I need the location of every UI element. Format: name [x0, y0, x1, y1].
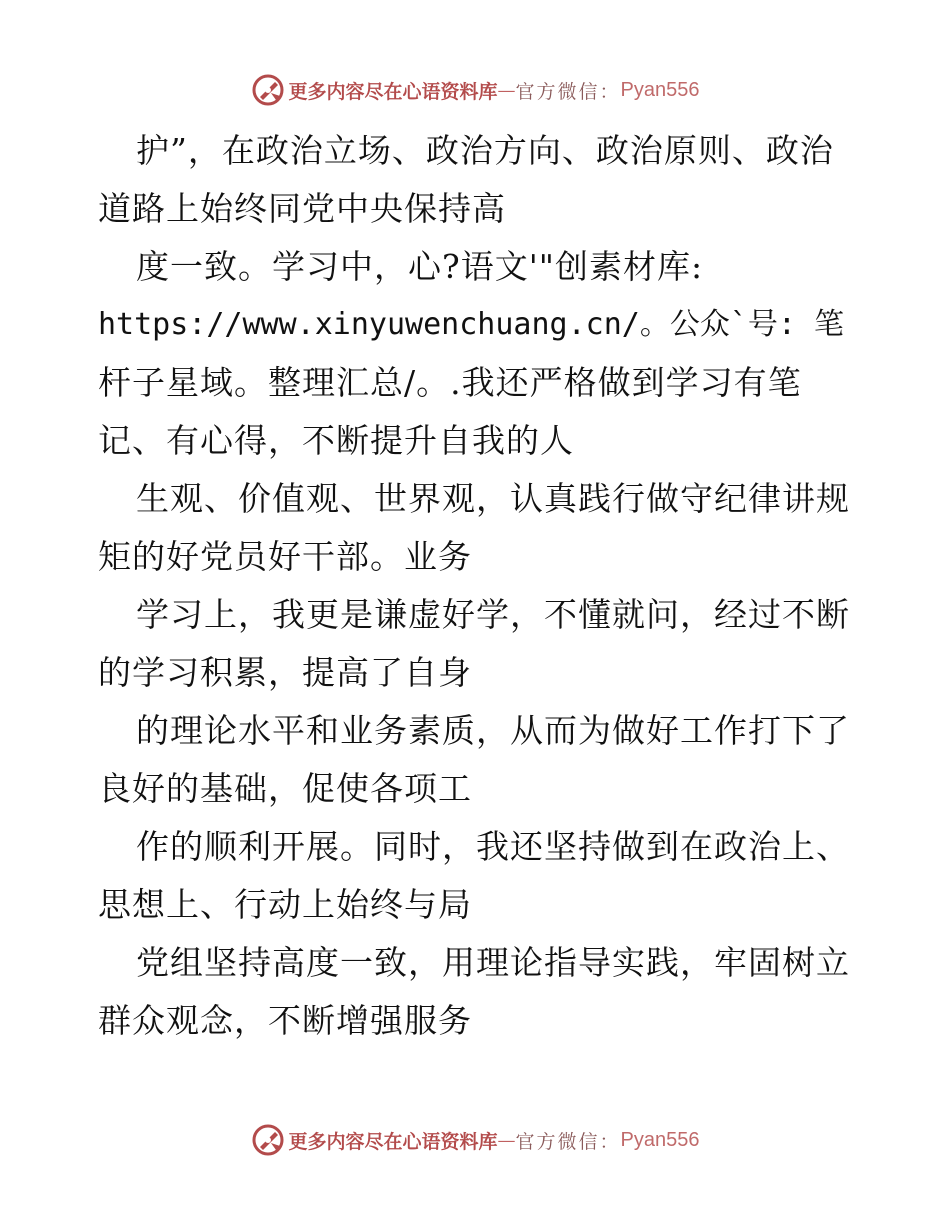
text-line: 的理论水平和业务素质，从而为做好工作打下了	[136, 711, 850, 750]
quill-logo-icon	[251, 73, 285, 107]
banner-site-name: 更多内容尽在心语资料库	[288, 80, 498, 103]
text-line: 杆子星域。整理汇总/。.我还严格做到学习有笔	[98, 363, 802, 402]
text-line: 思想上、行动上始终与局	[98, 885, 472, 924]
banner-dash: —	[497, 1129, 516, 1151]
banner-wechat-label: 官方微信：	[515, 80, 621, 103]
text-line: 道路上始终同党中央保持高	[98, 189, 506, 228]
banner-wechat-label: 官方微信：	[515, 1130, 621, 1153]
text-line: 度一致。学习中，心?语文'"创素材库:	[136, 247, 704, 286]
text-line-url: https://www.xinyuwenchuang.cn/。公众`号: 笔	[98, 307, 845, 342]
banner-dash: —	[497, 79, 516, 101]
quill-logo-icon	[251, 1123, 285, 1157]
text-line: 党组坚持高度一致，用理论指导实践，牢固树立	[136, 943, 850, 982]
banner-site-name: 更多内容尽在心语资料库	[288, 1130, 498, 1153]
document-body	[98, 122, 878, 1050]
text-line: 矩的好党员好干部。业务	[98, 537, 472, 576]
text-line: 生观、价值观、世界观，认真践行做守纪律讲规	[136, 479, 850, 518]
banner-wechat-id: Pyan556	[620, 78, 700, 101]
banner-wechat-id: Pyan556	[620, 1128, 700, 1151]
text-line: 护”，在政治立场、政治方向、政治原则、政治	[136, 131, 834, 170]
text-line: 学习上，我更是谦虚好学，不懂就问，经过不断	[136, 595, 850, 634]
footer-banner	[0, 1120, 950, 1160]
text-line: 的学习积累，提高了自身	[98, 653, 472, 692]
text-line: 群众观念，不断增强服务	[98, 1001, 472, 1040]
text-line: 作的顺利开展。同时，我还坚持做到在政治上、	[136, 827, 850, 866]
header-banner	[0, 70, 950, 110]
text-line: 记、有心得，不断提升自我的人	[98, 421, 574, 460]
text-line: 良好的基础，促使各项工	[98, 769, 472, 808]
